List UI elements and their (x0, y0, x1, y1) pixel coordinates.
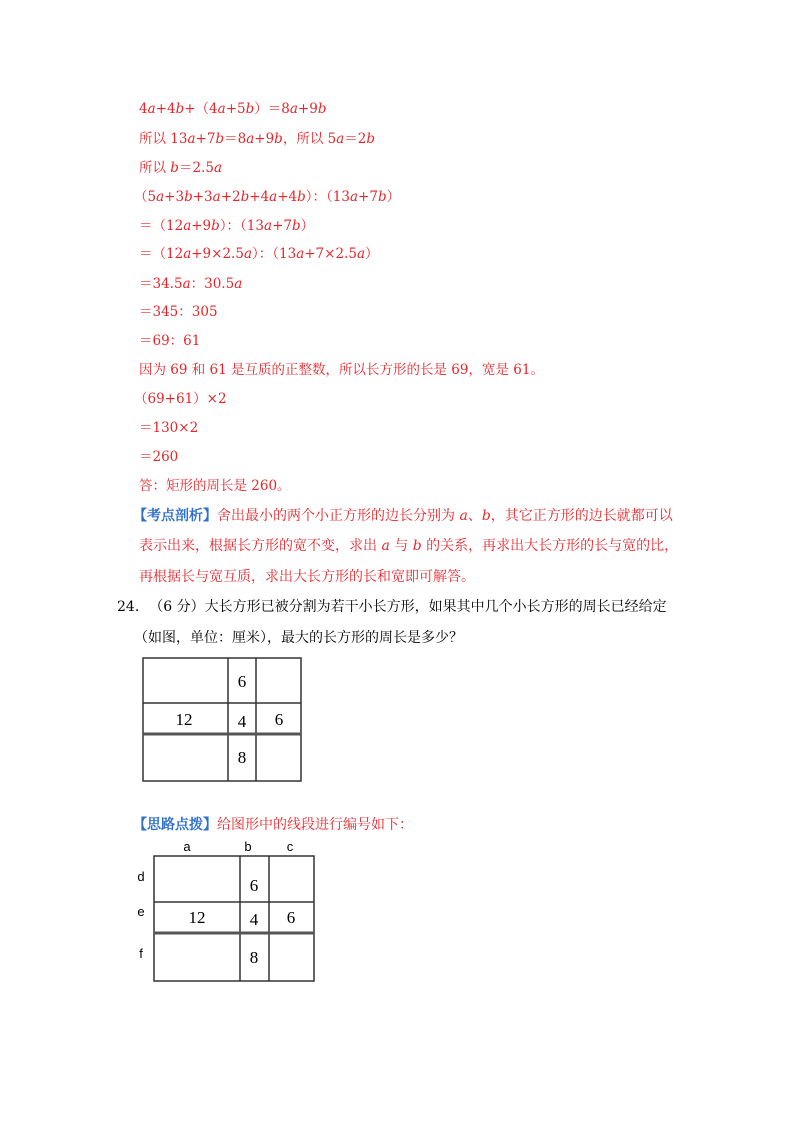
solution-line-5: ＝（12a+9b）：（13a+7b） (139, 218, 315, 234)
figure1-cell-top-mid: 6 (237, 672, 247, 691)
analysis-line-1 (133, 507, 673, 525)
figure2-cell-bottom-mid: 8 (249, 948, 259, 967)
solution-line-9: ＝69：61 (139, 333, 201, 349)
question-score: （6 分） (149, 599, 205, 615)
hint-line (133, 816, 413, 834)
figure-grid-1 (140, 655, 305, 785)
question-number: 24. (117, 599, 140, 615)
solution-line-3: 所以 b＝2.5a (139, 160, 222, 176)
hint-text: 给图形中的线段进行编号如下： (217, 817, 413, 833)
figure-grid-2 (130, 838, 320, 988)
solution-line-4: （5a+3b+3a+2b+4a+4b）：（13a+7b） (134, 189, 401, 205)
analysis-line-2: 表示出来，根据长方形的宽不变，求出 a 与 b 的关系，再求出大长方形的长与宽的比， (139, 538, 679, 554)
hint-label: 【思路点拨】 (133, 817, 217, 833)
figure2-col-label-b: b (244, 839, 252, 854)
figure1-cell-center: 4 (237, 712, 247, 731)
figure2-cell-center: 4 (249, 910, 259, 929)
solution-line-10: 因为 69 和 61 是互质的正整数，所以长方形的长是 69，宽是 61。 (139, 362, 544, 378)
analysis-label: 【考点剖析】 (133, 508, 217, 524)
solution-line-11: （69+61）×2 (134, 391, 227, 407)
figure1-cell-bottom-mid: 8 (237, 748, 247, 767)
figure2-row-label-e: e (137, 904, 145, 919)
figure2-cell-right-mid: 6 (286, 908, 296, 927)
solution-line-1: 4a+4b+（4a+5b）＝8a+9b (139, 101, 327, 117)
figure2-col-label-c: c (286, 839, 294, 854)
solution-line-6: ＝（12a+9×2.5a）：（13a+7×2.5a） (139, 246, 379, 262)
solution-line-12: ＝130×2 (139, 420, 199, 436)
figure2-row-label-d: d (137, 869, 145, 884)
figure2-cell-top-mid: 6 (249, 876, 259, 895)
solution-line-13: ＝260 (139, 449, 179, 465)
solution-line-7: ＝34.5a：30.5a (139, 276, 243, 292)
analysis-text-1: 舍出最小的两个小正方形的边长分别为 a、b，其它正方形的边长就都可以 (217, 508, 673, 524)
figure2-col-label-a: a (183, 839, 191, 854)
analysis-line-3: 再根据长与宽互质，求出大长方形的长和宽即可解答。 (139, 569, 475, 585)
solution-line-14: 答：矩形的周长是 260。 (139, 478, 291, 494)
figure2-row-label-f: f (139, 946, 143, 961)
figure1-cell-right-mid: 6 (274, 710, 284, 729)
question-text-1: 大长方形已被分割为若干小长方形，如果其中几个小长方形的周长已经给定 (204, 599, 667, 615)
figure1-cell-left-mid: 12 (175, 710, 193, 729)
solution-line-8: ＝345：305 (139, 304, 218, 320)
question-line-1 (117, 598, 667, 616)
solution-line-2: 所以 13a+7b＝8a+9b，所以 5a＝2b (139, 131, 376, 147)
question-line-2: （如图，单位：厘米），最大的长方形的周长是多少？ (134, 630, 463, 646)
figure2-cell-left-mid: 12 (188, 908, 206, 927)
